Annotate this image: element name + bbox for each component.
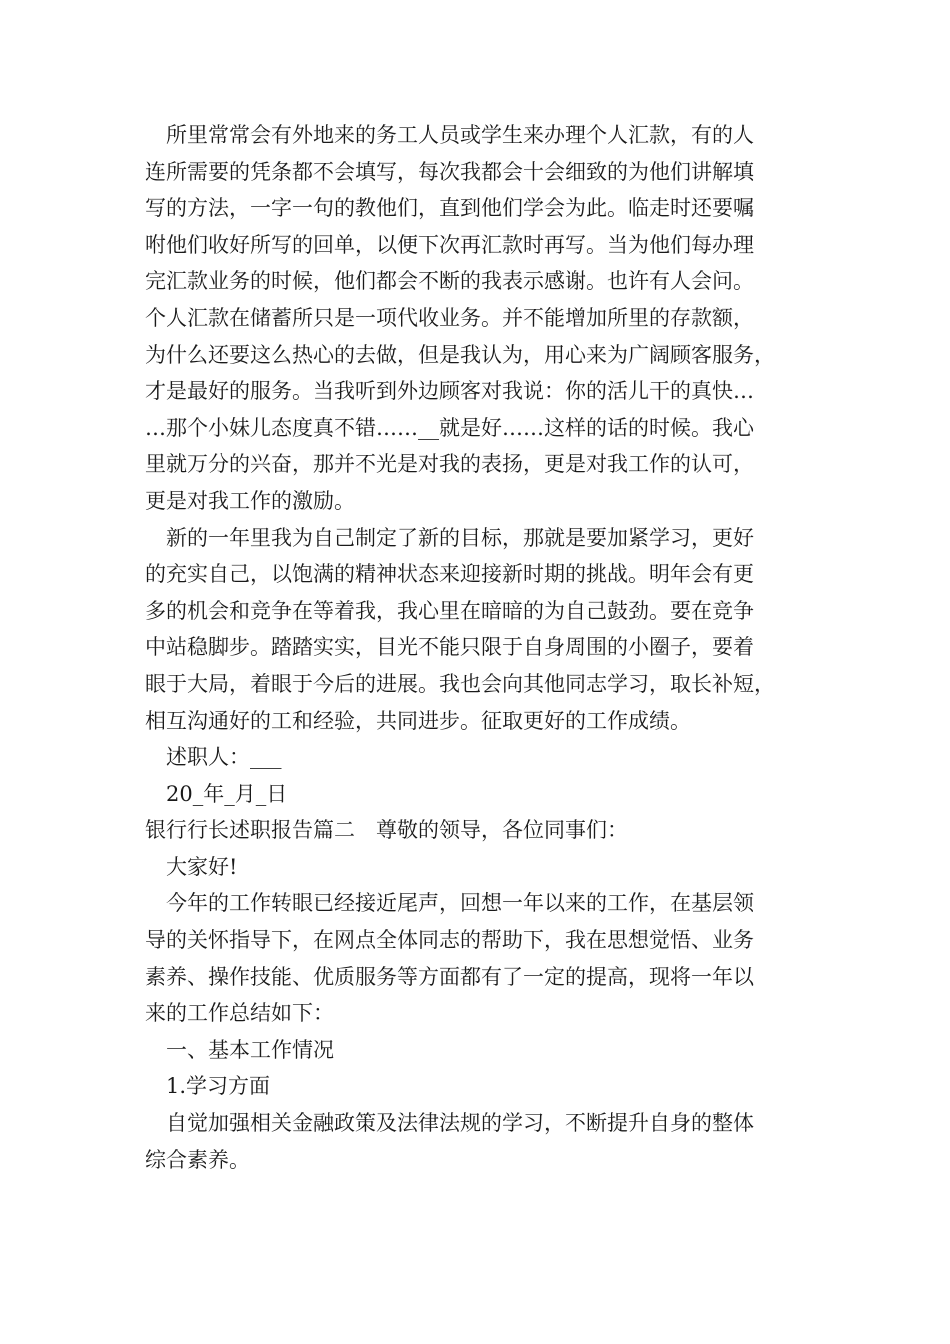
text-line: 连所需要的凭条都不会填写，每次我都会十会细致的为他们讲解填 xyxy=(145,159,754,184)
text-line: 来的工作总结如下： xyxy=(145,1001,334,1026)
text-line: 个人汇款在储蓄所只是一项代收业务。并不能增加所里的存款额， xyxy=(145,305,754,330)
date-line: 20_年_月_日 xyxy=(166,781,288,806)
text-line: 导的关怀指导下，在网点全体同志的帮助下，我在思想觉悟、业务 xyxy=(145,928,754,953)
text-line: 今年的工作转眼已经接近尾声，回想一年以来的工作，在基层领 xyxy=(166,891,754,916)
text-line: 自觉加强相关金融政策及法律法规的学习，不断提升自身的整体 xyxy=(166,1111,754,1136)
text-line: 素养、操作技能、优质服务等方面都有了一定的提高，现将一年以 xyxy=(145,964,754,989)
text-line: 中站稳脚步。踏踏实实，目光不能只限于自身周围的小圈子，要着 xyxy=(145,635,754,660)
text-line: 才是最好的服务。当我听到外边顾客对我说：你的活儿干的真快… xyxy=(145,379,754,404)
subheading-line: 1.学习方面 xyxy=(166,1074,271,1099)
text-line: 更是对我工作的激励。 xyxy=(145,488,355,513)
signature-line: 述职人：___ xyxy=(166,745,282,770)
heading-line: 一、基本工作情况 xyxy=(166,1037,334,1062)
text-line: 里就万分的兴奋，那并不光是对我的表扬，更是对我工作的认可， xyxy=(145,452,754,477)
text-line: 所里常常会有外地来的务工人员或学生来办理个人汇款，有的人 xyxy=(166,123,754,147)
document-body xyxy=(145,117,835,1178)
text-line: 的充实自己，以饱满的精神状态来迎接新时期的挑战。明年会有更 xyxy=(145,562,754,587)
text-line: 为什么还要这么热心的去做，但是我认为，用心来为广阔顾客服务， xyxy=(145,342,775,367)
text-line: 新的一年里我为自己制定了新的目标，那就是要加紧学习，更好 xyxy=(166,525,754,550)
text-line: 综合素养。 xyxy=(145,1147,250,1172)
text-line: 多的机会和竞争在等着我，我心里在暗暗的为自己鼓劲。要在竞争 xyxy=(145,598,754,623)
section-title: 银行行长述职报告篇二 尊敬的领导，各位同事们： xyxy=(145,818,628,843)
greeting: 大家好! xyxy=(166,854,238,879)
text-line: 写的方法，一字一句的教他们，直到他们学会为此。临走时还要嘱 xyxy=(145,196,754,221)
text-line: 相互沟通好的工和经验，共同进步。征取更好的工作成绩。 xyxy=(145,708,691,733)
text-line: …那个小妹儿态度真不错……__就是好……这样的话的时候。我心 xyxy=(145,415,754,440)
text-line: 咐他们收好所写的回单，以便下次再汇款时再写。当为他们每办理 xyxy=(145,232,754,257)
text-line: 完汇款业务的时候，他们都会不断的我表示感谢。也许有人会问。 xyxy=(145,269,754,294)
text-line: 眼于大局，着眼于今后的进展。我也会向其他同志学习，取长补短， xyxy=(145,671,775,696)
